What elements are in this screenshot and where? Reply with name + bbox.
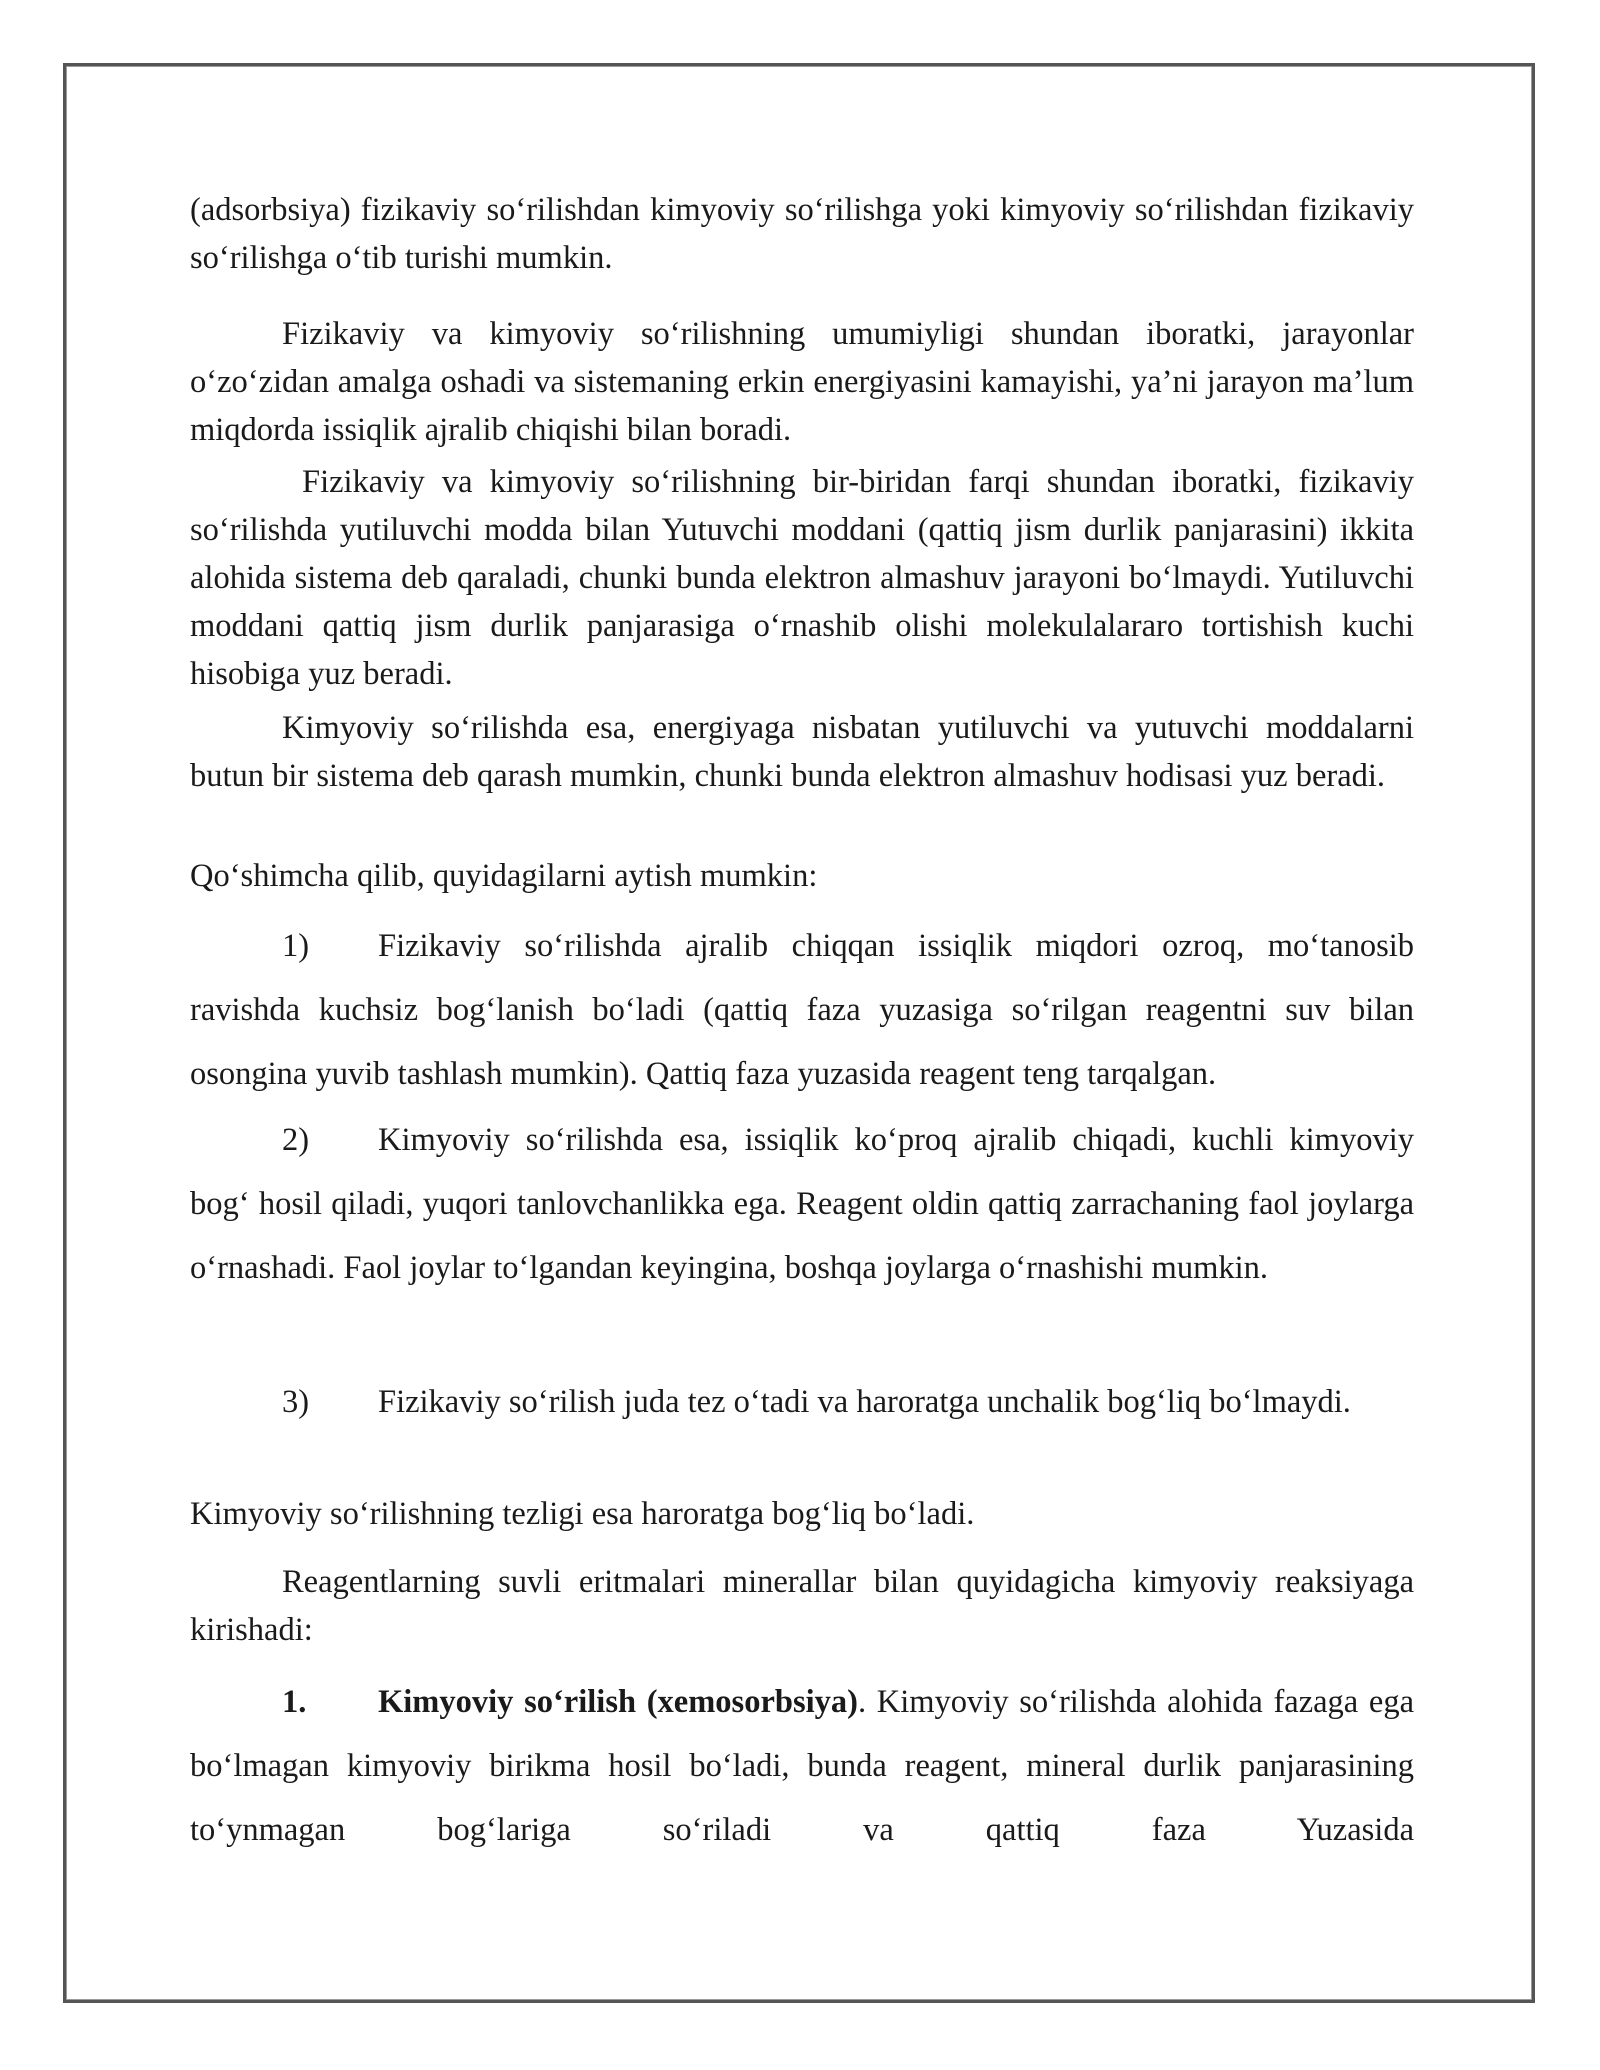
list-item-text: Fizikaviy so‘rilishda ajralib chiqqan issiqlik miqdori ozroq, mo‘tanosib ravishda kuchsiz bog‘lanish bo‘ladi (qattiq faza yuzasiga so‘rilgan reagentni suv bilan osongina yuvib tashlash mumkin). Qattiq faza yuzasida reagent teng tarqalgan. xyxy=(190,928,1414,1092)
section-text: . Kimyoviy so‘rilishda alohida fazaga ega bo‘lmagan kimyoviy birikma hosil bo‘ladi, bunda reagent, mineral durlik panjarasining to‘ynmagan bog‘lariga so‘riladi va qattiq faza Yuzasida xyxy=(190,1684,1415,1848)
list-item-2 xyxy=(190,1108,1414,1300)
paragraph-rate: Kimyoviy so‘rilishning tezligi esa haroratga bog‘liq bo‘ladi. xyxy=(190,1496,975,1532)
list-item-1 xyxy=(190,914,1414,1106)
paragraph-difference: Fizikaviy va kimyoviy so‘rilishning bir-biridan farqi shundan iboratki, fizikaviy so‘rilishda yutiluvchi modda bilan Yutuvchi moddani (qattiq jism durlik panjarasini) ikkita alohida sistema deb qaraladi, chunki bunda elektron almashuv jarayoni bo‘lmaydi. Yutiluvchi moddani qattiq jism durlik panjarasiga o‘rnashib olishi molekulalararo tortishish kuchi hisobiga yuz beradi. xyxy=(190,464,1414,692)
paragraph-commonality: Fizikaviy va kimyoviy so‘rilishning umumiyligi shundan iboratki, jarayonlar o‘zo‘zidan amalga oshadi va sistemaning erkin energiyasini kamayishi, ya’ni jarayon ma’lum miqdorda issiqlik ajralib chiqishi bilan boradi. xyxy=(190,316,1414,448)
section-title: Kimyoviy so‘rilish (xemosorbsiya) xyxy=(378,1684,858,1720)
list-item-text: Fizikaviy so‘rilish juda tez o‘tadi va haroratga unchalik bog‘liq bo‘lmaydi. xyxy=(378,1384,1351,1420)
list-item-number: 1) xyxy=(282,928,310,964)
section-chemisorption xyxy=(190,1670,1414,1862)
list-item-number: 3) xyxy=(282,1384,310,1420)
paragraph-additional: Qo‘shimcha qilib, quyidagilarni aytish mumkin: xyxy=(190,858,818,894)
list-item-text: Kimyoviy so‘rilishda esa, issiqlik ko‘proq ajralib chiqadi, kuchli kimyoviy bog‘ hosil qiladi, yuqori tanlovchanlikka ega. Reagent oldin qattiq zarrachaning faol joylarga o‘rnashadi. Faol joylar to‘lgandan keyingina, boshqa joylarga o‘rnashishi mumkin. xyxy=(190,1122,1414,1286)
section-number: 1. xyxy=(282,1684,307,1720)
paragraph-continuation: (adsorbsiya) fizikaviy so‘rilishdan kimyoviy so‘rilishga yoki kimyoviy so‘rilishdan fizikaviy so‘rilishga o‘tib turishi mumkin. xyxy=(190,192,1414,276)
paragraph-chemical-sorption: Kimyoviy so‘rilishda esa, energiyaga nisbatan yutiluvchi va yutuvchi moddalarni butun bir sistema deb qarash mumkin, chunki bunda elektron almashuv hodisasi yuz beradi. xyxy=(190,710,1414,794)
paragraph-reagents: Reagentlarning suvli eritmalari minerallar bilan quyidagicha kimyoviy reaksiyaga kirishadi: xyxy=(190,1564,1414,1648)
list-item-number: 2) xyxy=(282,1122,310,1158)
list-item-3 xyxy=(190,1378,1414,1426)
